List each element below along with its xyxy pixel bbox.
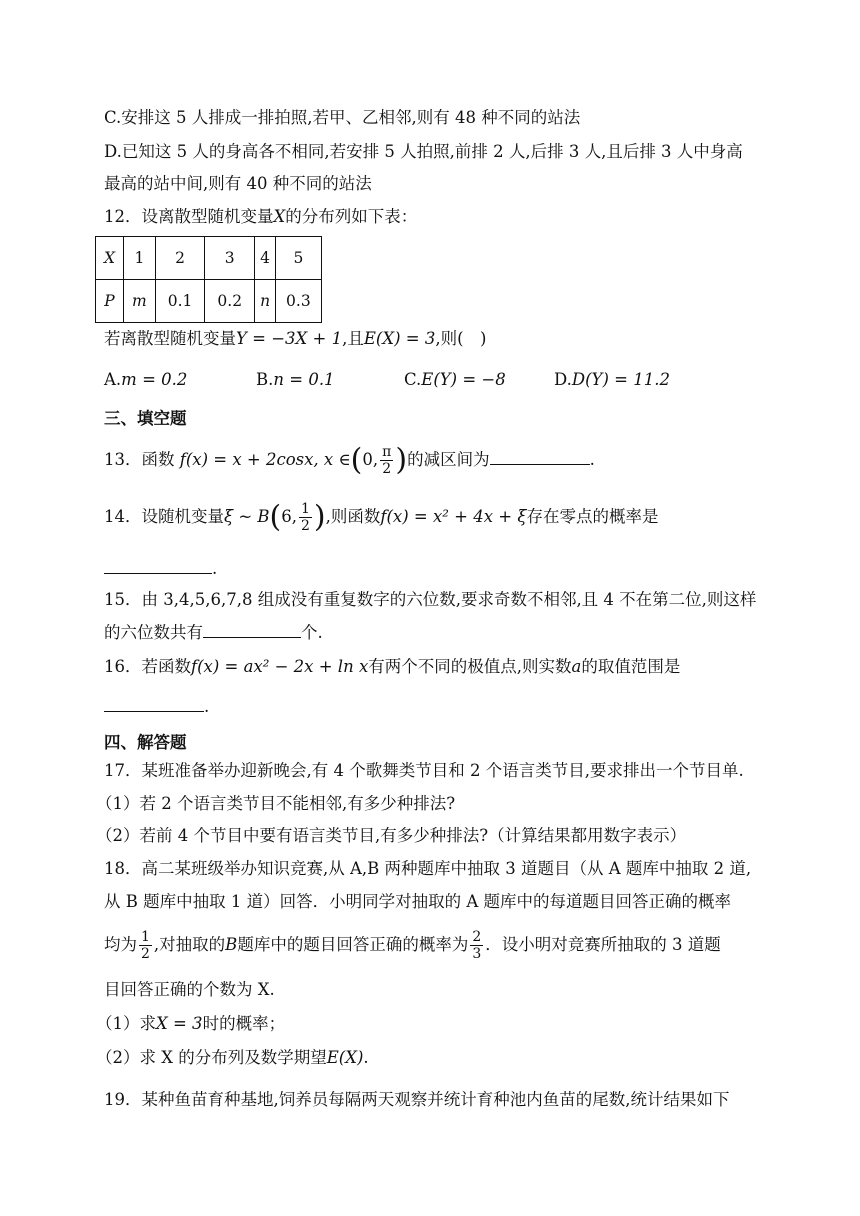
fraction-numerator: 1: [301, 501, 310, 517]
q18-sub1-expr: X = 3: [156, 1014, 203, 1033]
q14-expr: ξ ~ B: [224, 507, 270, 526]
option-label: D.: [554, 370, 572, 389]
q14-fraction: [299, 501, 312, 534]
paren-right-icon: ): [313, 499, 326, 535]
fraction-denominator: 3: [472, 946, 482, 962]
table-cell: 0.3: [276, 280, 322, 323]
table-cell: n: [255, 280, 276, 323]
q18-var: B: [225, 935, 238, 954]
q18-fraction-1: [139, 929, 152, 962]
q12-cond-expr: Y = −3X + 1: [236, 329, 343, 348]
q12-option-b: [256, 366, 335, 394]
question-17-part1: （1）若 2 个语言类节目不能相邻,有多少种排法?: [96, 794, 456, 813]
table-cell: 4: [255, 237, 276, 280]
q18-sub1-pre: （1）求: [96, 1014, 156, 1033]
q18-sub2-expr: E(X): [326, 1048, 364, 1067]
q12-option-d: [554, 366, 670, 394]
option-expr: n = 0.1: [273, 370, 335, 389]
q12-option-a: [104, 366, 187, 394]
q18-post: ．设小明对竞赛所抽取的 3 道题: [485, 935, 721, 954]
q13-post: 的减区间为: [407, 450, 490, 469]
option-label: C.: [404, 370, 422, 389]
option-expr: E(Y) = −8: [421, 370, 506, 389]
table-cell: 2: [155, 237, 205, 280]
table-cell: 3: [205, 237, 255, 280]
answer-blank[interactable]: [104, 693, 204, 712]
answer-blank[interactable]: [104, 555, 212, 574]
fraction-denominator: 2: [301, 518, 310, 534]
fraction-numerator: 2: [472, 929, 482, 945]
question-12-stem: [104, 203, 760, 231]
question-17-part2: （2）若前 4 个节目中要有语言类节目,有多少种排法?（计算结果都用数字表示）: [96, 826, 687, 845]
option-c-text: C.安排这 5 人排成一排拍照,若甲、乙相邻,则有 48 种不同的站法: [104, 108, 581, 127]
question-16-answer-line: [104, 693, 760, 721]
q13-interval: 0,: [362, 450, 379, 469]
table-cell: m: [124, 280, 156, 323]
question-15-line2: [104, 619, 760, 647]
q13-expr: f(x) = x + 2cosx, x ∈: [179, 450, 351, 469]
table-row: [96, 237, 322, 280]
q16-var: a: [571, 657, 582, 676]
question-18-line4: 目回答正确的个数为 X.: [104, 980, 275, 999]
q16-end: .: [204, 697, 210, 716]
question-13: [104, 440, 760, 480]
q12-cond-pre: 若离散型随机变量: [104, 329, 236, 348]
distribution-table: [95, 236, 322, 323]
option-label: A.: [104, 370, 122, 389]
fraction-denominator: 2: [141, 946, 150, 962]
option-d-text-line1: D.已知这 5 人的身高各不相同,若安排 5 人拍照,前排 2 人,后排 3 人,且后排 3 人中身高: [104, 142, 743, 161]
fraction-numerator: π: [382, 444, 392, 460]
q15-pre: 的六位数共有: [104, 623, 203, 642]
q14-post: 存在零点的概率是: [526, 507, 659, 526]
q14-func: f(x) = x² + 4x + ξ: [380, 507, 527, 526]
question-18-line2: 从 B 题库中抽取 1 道）回答．小明同学对抽取的 A 题库中的每道题目回答正确的概率: [104, 892, 732, 911]
table-cell: P: [96, 280, 124, 323]
q12-var: X: [273, 207, 286, 226]
paren-left-icon: (: [350, 442, 363, 478]
q13-end: .: [589, 450, 595, 469]
question-15-line1: 15．由 3,4,5,6,7,8 组成没有重复数字的六位数,要求奇数不相邻,且 4 不在第二位,则这样: [104, 590, 757, 609]
option-expr: m = 0.2: [121, 370, 188, 389]
option-label: B.: [256, 370, 274, 389]
q18-pre: 均为: [104, 935, 137, 954]
q14-mid: ,则函数: [325, 507, 381, 526]
q14-end: .: [212, 559, 218, 578]
table-cell: 0.1: [155, 280, 205, 323]
q12-post: 的分布列如下表：: [285, 207, 418, 226]
table-cell: X: [96, 237, 124, 280]
q13-pre: 13．函数: [104, 450, 175, 469]
section-3-title: 三、填空题: [104, 409, 187, 428]
q12-cond-expr2: E(X) = 3: [363, 329, 436, 348]
q14-inner: 6,: [281, 507, 297, 526]
question-18-part1: [96, 1010, 760, 1038]
option-expr: D(Y) = 11.2: [571, 370, 670, 389]
q18-sub2-pre: （2）求 X 的分布列及数学期望: [96, 1048, 327, 1067]
table-cell: 1: [124, 237, 156, 280]
fraction-numerator: 1: [141, 929, 150, 945]
section-4-title: 四、解答题: [104, 733, 187, 752]
answer-blank[interactable]: [490, 446, 590, 465]
question-18-line1: 18．高二某班级举办知识竞赛,从 A,B 两种题库中抽取 3 道题目（从 A 题库中抽取 2 道,: [104, 859, 752, 878]
q16-post-pre: 有两个不同的极值点,则实数: [368, 657, 572, 676]
q16-post: 的取值范围是: [581, 657, 681, 676]
q18-sub2-post: .: [363, 1048, 369, 1067]
q12-pre: 12．设离散型随机变量: [104, 207, 274, 226]
table-row: [96, 280, 322, 323]
fraction-denominator: 2: [382, 461, 392, 477]
q18-sub1-post: 时的概率；: [202, 1014, 286, 1033]
paren-left-icon: (: [269, 499, 282, 535]
question-12-condition: [104, 325, 760, 353]
q14-pre: 14．设随机变量: [104, 507, 224, 526]
q12-option-c: [404, 366, 506, 394]
q16-pre: 16．若函数: [104, 657, 191, 676]
q18-mid2: 题库中的题目回答正确的概率为: [237, 935, 469, 954]
question-14-answer-line: [104, 555, 760, 583]
q18-fraction-2: [470, 929, 483, 962]
q18-mid: ,对抽取的: [153, 935, 226, 954]
table-cell: 5: [276, 237, 322, 280]
question-18-line3: [104, 923, 760, 967]
question-17-line1: 17．某班准备举办迎新晚会,有 4 个歌舞类节目和 2 个语言类节目,要求排出一个节目单.: [104, 761, 744, 780]
option-d-text-line2: 最高的站中间,则有 40 种不同的站法: [104, 174, 372, 193]
question-18-part2: [96, 1044, 760, 1072]
q12-cond-post: ,则( ): [435, 329, 487, 348]
question-19-line1: 19．某种鱼苗育种基地,饲养员每隔两天观察并统计育种池内鱼苗的尾数,统计结果如下: [104, 1090, 730, 1109]
q16-expr: f(x) = ax² − 2x + ln x: [191, 657, 369, 676]
answer-blank[interactable]: [203, 619, 301, 638]
q12-cond-mid: ,且: [342, 329, 364, 348]
question-14: [104, 497, 760, 537]
q13-fraction: [380, 444, 393, 477]
paren-right-icon: ): [395, 442, 408, 478]
q15-post: 个.: [301, 623, 323, 642]
table-cell: 0.2: [205, 280, 255, 323]
question-16: [104, 653, 760, 681]
